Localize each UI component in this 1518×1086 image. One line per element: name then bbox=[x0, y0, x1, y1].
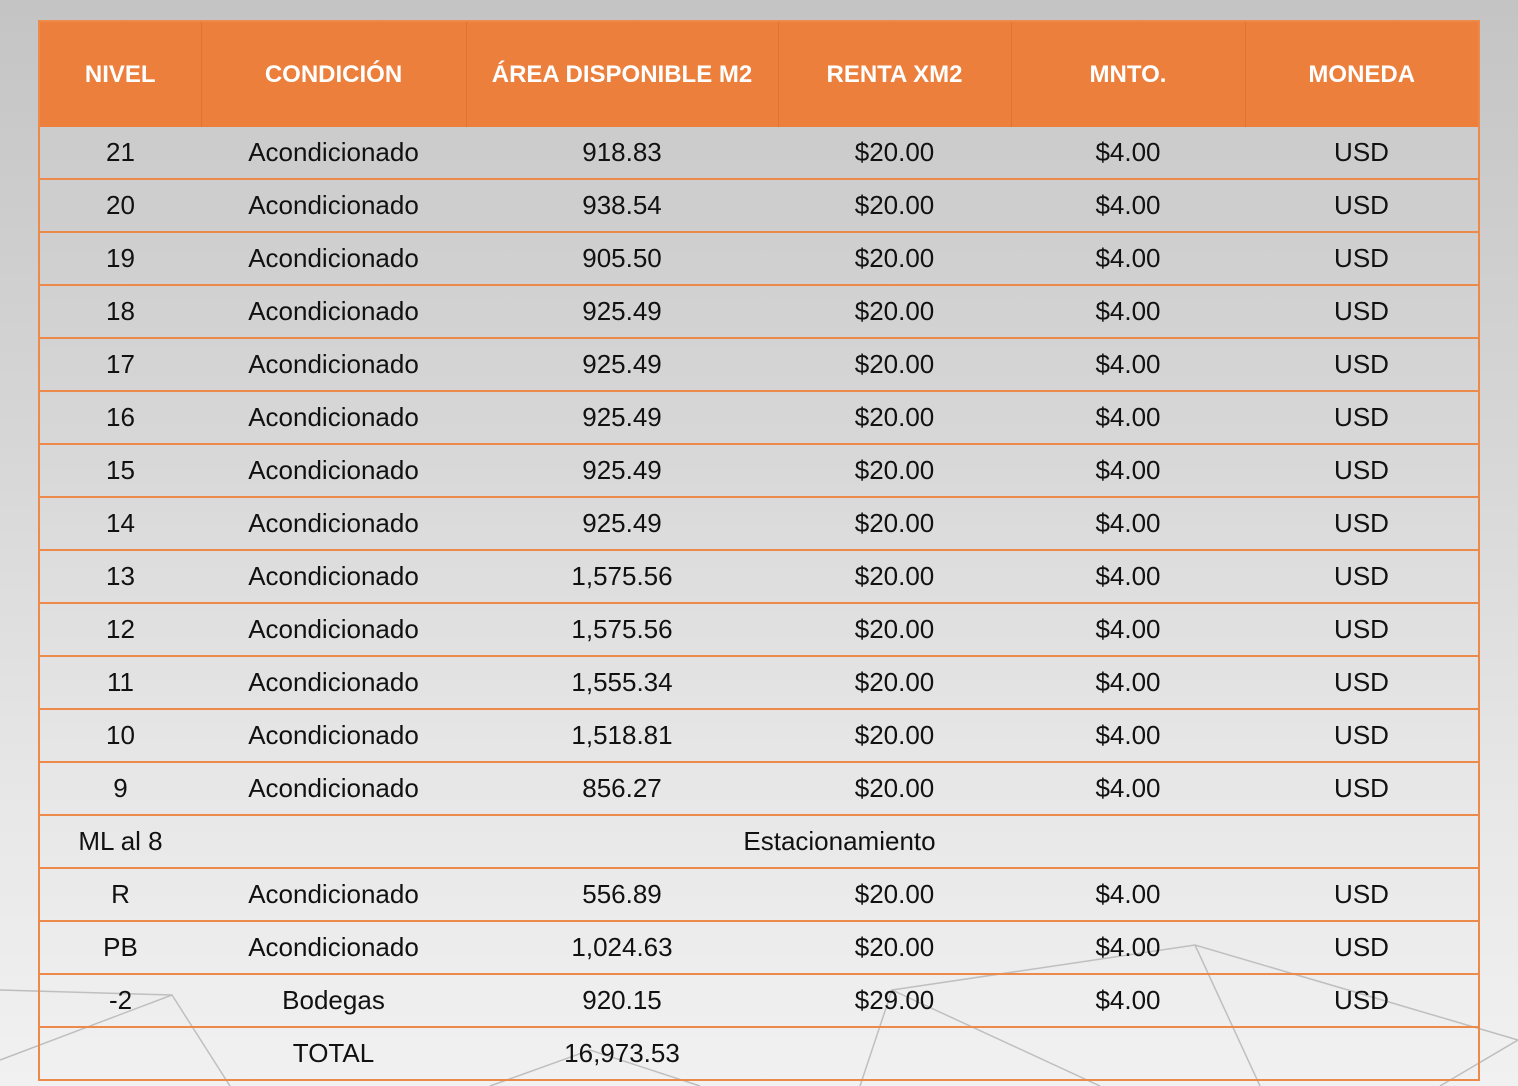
column-header: MONEDA bbox=[1245, 21, 1479, 127]
table-row bbox=[39, 550, 1479, 603]
table-row bbox=[39, 127, 1479, 179]
total-label-cell: TOTAL bbox=[201, 1027, 466, 1080]
area-cell: 556.89 bbox=[466, 868, 778, 921]
listing-table-container bbox=[38, 20, 1478, 1081]
moneda-cell: USD bbox=[1245, 868, 1479, 921]
column-header: RENTA XM2 bbox=[778, 21, 1011, 127]
renta-cell: $20.00 bbox=[778, 179, 1011, 232]
mnto-cell: $4.00 bbox=[1011, 285, 1245, 338]
renta-cell bbox=[778, 1027, 1011, 1080]
nivel-cell: 12 bbox=[39, 603, 201, 656]
area-cell: 925.49 bbox=[466, 285, 778, 338]
nivel-cell: ML al 8 bbox=[39, 815, 201, 868]
area-cell: 1,555.34 bbox=[466, 656, 778, 709]
condicion-cell: Acondicionado bbox=[201, 179, 466, 232]
mnto-cell: $4.00 bbox=[1011, 762, 1245, 815]
nivel-cell: 21 bbox=[39, 127, 201, 179]
mnto-cell: $4.00 bbox=[1011, 603, 1245, 656]
area-cell: 856.27 bbox=[466, 762, 778, 815]
nivel-cell: 10 bbox=[39, 709, 201, 762]
renta-cell: $20.00 bbox=[778, 762, 1011, 815]
table-row bbox=[39, 497, 1479, 550]
table-row bbox=[39, 656, 1479, 709]
mnto-cell: $4.00 bbox=[1011, 974, 1245, 1027]
area-cell: 1,575.56 bbox=[466, 603, 778, 656]
nivel-cell: 15 bbox=[39, 444, 201, 497]
condicion-cell: Acondicionado bbox=[201, 444, 466, 497]
moneda-cell: USD bbox=[1245, 656, 1479, 709]
nivel-cell: 16 bbox=[39, 391, 201, 444]
nivel-cell: 14 bbox=[39, 497, 201, 550]
moneda-cell: USD bbox=[1245, 338, 1479, 391]
mnto-cell: $4.00 bbox=[1011, 232, 1245, 285]
table-row bbox=[39, 338, 1479, 391]
table-row bbox=[39, 709, 1479, 762]
mnto-cell: $4.00 bbox=[1011, 127, 1245, 179]
mnto-cell: $4.00 bbox=[1011, 338, 1245, 391]
condicion-cell: Acondicionado bbox=[201, 391, 466, 444]
moneda-cell: USD bbox=[1245, 232, 1479, 285]
nivel-cell: 20 bbox=[39, 179, 201, 232]
condicion-cell: Acondicionado bbox=[201, 762, 466, 815]
renta-cell: $20.00 bbox=[778, 603, 1011, 656]
mnto-cell: $4.00 bbox=[1011, 709, 1245, 762]
mnto-cell: $4.00 bbox=[1011, 179, 1245, 232]
table-row bbox=[39, 974, 1479, 1027]
area-cell: 938.54 bbox=[466, 179, 778, 232]
area-cell: 1,575.56 bbox=[466, 550, 778, 603]
renta-cell: $20.00 bbox=[778, 550, 1011, 603]
mnto-cell bbox=[1011, 1027, 1245, 1080]
renta-cell: $20.00 bbox=[778, 232, 1011, 285]
area-cell: 1,024.63 bbox=[466, 921, 778, 974]
renta-cell: $29.00 bbox=[778, 974, 1011, 1027]
renta-cell: $20.00 bbox=[778, 921, 1011, 974]
condicion-cell: Bodegas bbox=[201, 974, 466, 1027]
condicion-cell: Acondicionado bbox=[201, 709, 466, 762]
area-cell: 925.49 bbox=[466, 391, 778, 444]
moneda-cell: USD bbox=[1245, 444, 1479, 497]
mnto-cell: $4.00 bbox=[1011, 921, 1245, 974]
moneda-cell: USD bbox=[1245, 709, 1479, 762]
table-row bbox=[39, 285, 1479, 338]
total-area-cell: 16,973.53 bbox=[466, 1027, 778, 1080]
table-row bbox=[39, 232, 1479, 285]
parking-row bbox=[39, 815, 1479, 868]
area-cell: 920.15 bbox=[466, 974, 778, 1027]
table-row bbox=[39, 868, 1479, 921]
nivel-cell: 17 bbox=[39, 338, 201, 391]
column-header: MNTO. bbox=[1011, 21, 1245, 127]
renta-cell: $20.00 bbox=[778, 338, 1011, 391]
table-row bbox=[39, 921, 1479, 974]
nivel-cell: 9 bbox=[39, 762, 201, 815]
nivel-cell: PB bbox=[39, 921, 201, 974]
renta-cell: $20.00 bbox=[778, 444, 1011, 497]
table-row bbox=[39, 179, 1479, 232]
table-row bbox=[39, 762, 1479, 815]
renta-cell: $20.00 bbox=[778, 127, 1011, 179]
condicion-cell: Acondicionado bbox=[201, 550, 466, 603]
condicion-cell: Acondicionado bbox=[201, 285, 466, 338]
moneda-cell: USD bbox=[1245, 550, 1479, 603]
mnto-cell: $4.00 bbox=[1011, 656, 1245, 709]
nivel-cell: -2 bbox=[39, 974, 201, 1027]
moneda-cell: USD bbox=[1245, 603, 1479, 656]
area-cell: 905.50 bbox=[466, 232, 778, 285]
moneda-cell bbox=[1245, 1027, 1479, 1080]
renta-cell: $20.00 bbox=[778, 391, 1011, 444]
renta-cell: $20.00 bbox=[778, 497, 1011, 550]
table-body bbox=[39, 127, 1479, 1080]
area-cell: 925.49 bbox=[466, 338, 778, 391]
condicion-cell: Acondicionado bbox=[201, 232, 466, 285]
column-header: CONDICIÓN bbox=[201, 21, 466, 127]
nivel-cell: 13 bbox=[39, 550, 201, 603]
parking-label-cell: Estacionamiento bbox=[201, 815, 1479, 868]
nivel-cell: 18 bbox=[39, 285, 201, 338]
mnto-cell: $4.00 bbox=[1011, 550, 1245, 603]
mnto-cell: $4.00 bbox=[1011, 444, 1245, 497]
moneda-cell: USD bbox=[1245, 391, 1479, 444]
nivel-cell: 11 bbox=[39, 656, 201, 709]
total-row bbox=[39, 1027, 1479, 1080]
availability-table bbox=[38, 20, 1480, 1081]
area-cell: 925.49 bbox=[466, 444, 778, 497]
renta-cell: $20.00 bbox=[778, 868, 1011, 921]
moneda-cell: USD bbox=[1245, 179, 1479, 232]
renta-cell: $20.00 bbox=[778, 285, 1011, 338]
mnto-cell: $4.00 bbox=[1011, 497, 1245, 550]
renta-cell: $20.00 bbox=[778, 709, 1011, 762]
table-row bbox=[39, 444, 1479, 497]
area-cell: 925.49 bbox=[466, 497, 778, 550]
column-header: NIVEL bbox=[39, 21, 201, 127]
nivel-cell bbox=[39, 1027, 201, 1080]
table-row bbox=[39, 603, 1479, 656]
mnto-cell: $4.00 bbox=[1011, 391, 1245, 444]
header-row bbox=[39, 21, 1479, 127]
condicion-cell: Acondicionado bbox=[201, 603, 466, 656]
moneda-cell: USD bbox=[1245, 762, 1479, 815]
table-row bbox=[39, 391, 1479, 444]
moneda-cell: USD bbox=[1245, 921, 1479, 974]
condicion-cell: Acondicionado bbox=[201, 127, 466, 179]
area-cell: 918.83 bbox=[466, 127, 778, 179]
renta-cell: $20.00 bbox=[778, 656, 1011, 709]
condicion-cell: Acondicionado bbox=[201, 656, 466, 709]
nivel-cell: 19 bbox=[39, 232, 201, 285]
moneda-cell: USD bbox=[1245, 497, 1479, 550]
condicion-cell: Acondicionado bbox=[201, 921, 466, 974]
moneda-cell: USD bbox=[1245, 974, 1479, 1027]
moneda-cell: USD bbox=[1245, 285, 1479, 338]
condicion-cell: Acondicionado bbox=[201, 338, 466, 391]
table-header bbox=[39, 21, 1479, 127]
condicion-cell: Acondicionado bbox=[201, 497, 466, 550]
moneda-cell: USD bbox=[1245, 127, 1479, 179]
nivel-cell: R bbox=[39, 868, 201, 921]
area-cell: 1,518.81 bbox=[466, 709, 778, 762]
mnto-cell: $4.00 bbox=[1011, 868, 1245, 921]
condicion-cell: Acondicionado bbox=[201, 868, 466, 921]
column-header: ÁREA DISPONIBLE M2 bbox=[466, 21, 778, 127]
